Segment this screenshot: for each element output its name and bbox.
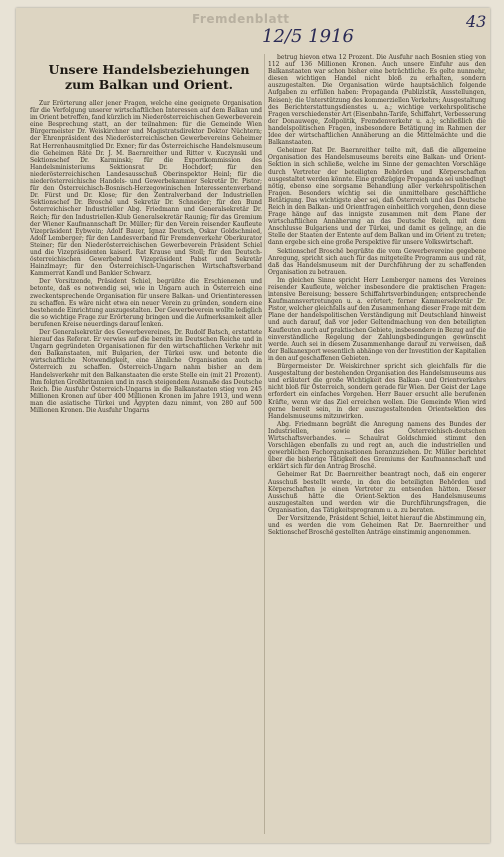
article-column-right — [268, 54, 486, 834]
article-paragraph: Der Generalsekretär des Gewerbevereines, Dr. Rudolf Batsch, erstattete hierauf das Referat. Er verwies auf die bereits im Deutschen Reiche und in Ungarn gegründeten Organisationen für den wirtschaftlichen Verkehr mit den Balkanstaaten, mit Bulgarien, der Türkei usw. und betonte die wirtschaftliche Notwendigkeit, eine ähnliche Organisation auch in Österreich zu schaffen. Österreich-Ungarn nahm bisher an dem Handelsverkehr mit den Balkanstaaten die erste Stelle ein (mit 21 Prozent). Ihm folgten Großbritannien und in rasch steigendem Ausmaße das Deutsche Reich. Die Ausfuhr Österreich-Ungarns in die Balkanstaaten stieg von 245 Millionen Kronen auf über 400 Millionen Kronen im Jahre 1913, und wenn man die asiatische Türkei und Ägypten dazu nimmt, von 280 auf 500 Millionen Kronen. Die Ausfuhr Ungarns — [30, 329, 262, 415]
article-paragraph: Der Vorsitzende, Präsident Schiel, leitet hierauf die Abstimmung ein, und es werden die vom Geheimen Rat Dr. Baernreither und Sektionschef Broschë gestellten Anträge einstimmig angenommen. — [268, 515, 486, 537]
article-paragraph: Geheimer Rat Dr. Baernreither beantragt noch, daß ein engerer Ausschuß bestellt werde, in den die beteiligten Behörden und Körperschaften je einen Vertreter zu entsenden hätten. Dieser Ausschuß hätte die Orient-Sektion des Handelsmuseums auszugestalten und werden wir die Durchführungsfragen, die Organisation, das Tätigkeitsprogramm u. a. zu beraten. — [268, 471, 486, 514]
article-column-left — [30, 100, 262, 830]
column-divider — [264, 54, 265, 834]
article-paragraph: Zur Erörterung aller jener Fragen, welche eine geeignete Organisation für die Verfolgung unserer wirtschaftlichen Interessen auf dem Balkan und im Orient betreffen, fand kürzlich im Niederösterreichischen Gewerbeverein eine Besprechung statt, an der teilnahmen: für die Gemeinde Wien Bürgermeister Dr. Weiskirchner und Magistratsdirektor Doktor Nüchtern; der Ehrenpräsident des Niederösterreichischen Gewerbevereins Geheimer Rat Herrenhausmitglied Dr. Exner; für das Österreichische Handelsmuseum die Geheimen Räte Dr. J. M. Baernreither und Ritter v. Kuczynski und Sektionschef Dr. Karminski; für die Exportkommission des Handelsministeriums Sektionsrat Dr. Hochdorf; für den niederösterreichischen Landesausschuß Oberinspektor Heinl; für die niederösterreichische Handels- und Gewerbekammer Sekretär Dr. Pistor; für den Österreichisch-Bosnisch-Herzegowinischen Interessentenverband Dr. Fürst und Dr. Klose; für den Zentralverband der Industriellen Sektionschef Dr. Broschë und Sekretär Dr. Schneider; für den Bund Österreichischer Industrieller Abg. Friedmann und Generalsekretär Dr. Reich; für den Industriellen-Klub Generalsekretär Raunig; für das Gremium der Wiener Kaufmannschaft Dr. Müller; für den Verein reisender Kaufleute Vizepräsident Eybwein; Adolf Bauer, Ignaz Deutsch, Oskar Goldschmied, Adolf Lemberger; für den Landesverband für Fremdenverkehr Oberkurator Steiner; für den Niederösterreichischen Gewerbeverein Präsident Schiel und die Vizepräsidenten kaiserl. Rat Krause und Stoll; für den Deutsch-österreichischen Gewerbebund Vizepräsident Pabst und Sekretär Hainzlmayr; für den Österreichisch-Ungarischen Wirtschaftsverband Kammerrat Kandl und Bankier Schwarz. — [30, 100, 262, 278]
article-paragraph: Sektionschef Broschë begrüßte die vom Gewerbevereine gegebene Anregung, spricht sich auch für das mitgeteilte Programm aus und rät, daß das Handelsmuseum mit der Durchführung der zu schaffenden Organisation zu betrauen. — [268, 247, 486, 276]
article-paragraph: betrug hievon etwa 12 Prozent. Die Ausfuhr nach Bosnien stieg von 112 auf 136 Millionen Kronen. Auch unsere Einfuhr aus den Balkanstaaten war schon bisher eine beträchtliche. Es gelte nunmehr, diesen wichtigen Handel nicht bloß zu erhalten, sondern auszugestalten. Die Organisation würde hauptsächlich folgende Aufgaben zu erfüllen haben: Propaganda (Publizistik, Ausstellungen, Reisen); die Unterstützung des kommerziellen Verkehrs; Ausgestaltung des Berichterstattungsdienstes u. a.; wichtige verkehrspolitische Fragen verschiedenster Art (Eisenbahn-Tarife, Schiffahrt, Verbesserung der Donauwege, Zollpolitik, Fremdenverkehr u. a.); schließlich die handelspolitischen Fragen, insbesondere Betätigung im Rahmen der Idee der wirtschaftlichen Annäherung an die Mittelmächte und die Balkanstaaten. — [268, 54, 486, 147]
folio-number: 43 — [466, 12, 487, 31]
article-paragraph: Im gleichen Sinne spricht Herr Lemberger namens des Vereines reisender Kaufleute, welcher insbesondere die praktischen Fragen: intensive Bereisung; bessere Schiffahrtsverbindungen; entsprechende Kaufmannsvertretungen u. a. erörtert; ferner Kammersekretär Dr. Pistor, welcher gleichfalls auf den Zusammenhang dieser Frage mit dem Plane der handelspolitischen Verständigung mit Deutschland hinweist und auch darauf, daß vor jeder Geltendmachung von den beteiligten Kaufleuten auch auf praktischen Gebiete, insbesondere in Bezug auf die einverständliche Regelung der Zahlungsbedingungen gewünscht werde. Auch sei in diesem Zusammenhange darauf zu verweisen, daß der Balkanexport wesentlich abhänge von der Investition der Kapitalien in den auf geschaffenen Gebieten. — [268, 276, 486, 362]
article-paragraph: Bürgermeister Dr. Weiskirchner spricht sich gleichfalls für die Ausgestaltung der bestehenden Organisation des Handelsmuseums aus und erläutert die große Wichtigkeit des Balkan- und Orientverkehrs nicht bloß für Österreich, sondern gerade für Wien. Der Geist der Lage erfordert ein einfaches Vorgehen. Herr Bauer ersucht alle berufenen Kräfte, wenn wir das Ziel erreichen wollen. Die Gemeinde Wien wird gerne bereit sein, in der auszugestaltenden Orientsektion des Handelsmuseums mitzuwirken. — [268, 363, 486, 420]
newspaper-stamp: Fremdenblatt — [192, 12, 290, 26]
article-paragraph: Geheimer Rat Dr. Baernreither teilte mit, daß die allgemeine Organisation des Handelsmuseums bereits eine Balkan- und Orient-Sektion in sich schließe, welche im Sinne der gemachten Vorschläge durch Vertreter der beteiligten Behörden und Körperschaften ausgestaltet werden könnte. Eine großzügige Propaganda sei unbedingt nötig, ebenso eine sorgsame Behandlung aller verkehrspolitischen Fragen. Besonders wichtig sei die unmittelbare geschäftliche Betätigung. Das wichtigste aber sei, daß Österreich und das Deutsche Reich in den Balkan- und Orientfragen einheitlich vorgehen, denn diese Frage hänge auf das innigste zusammen mit dem Plane der wirtschaftlichen Annäherung an das Deutsche Reich, mit dem Anschlusse Bulgariens und der Türkei, und damit es gelinge, an die Stelle der Staaten der Entente auf dem Balkan und im Orient zu treten; dann ergebe sich eine große Perspektive für unsere Volkswirtschaft. — [268, 147, 486, 247]
article-headline: Unsere Handelsbeziehungen zum Balkan und Orient. — [48, 62, 250, 92]
article-paragraph: Abg. Friedmann begrüßt die Anregung namens des Bundes der Industriellen, sowie des Österreichisch-deutschen Wirtschaftsverbandes. — Schaulrat Goldschmied stimmt den Vorschlägen ebenfalls zu und regt an, auch die industriellen und gewerblichen Fachorganisationen heranzuziehen. Dr. Müller berichtet über die bisherige Tätigkeit des Gremiums der Kaufmannschaft und erklärt sich für den Antrag Broschë. — [268, 420, 486, 471]
article-paragraph: Der Vorsitzende, Präsident Schiel, begrüßte die Erschienenen und betonte, daß es notwendig sei, wie in Ungarn auch in Österreich eine zweckentsprechende Organisation für unsere Balkan- und Orientinteressen zu schaffen. Es wäre nicht etwa ein neuer Verein zu gründen, sondern eine bestehende Einrichtung auszugestalten. Der Gewerbeverein wollte lediglich die so wichtige Frage zur Erörterung bringen und die Aufmerksamkeit aller berufenen Kreise neuerdings darauf lenken. — [30, 278, 262, 328]
newspaper-clipping — [16, 8, 490, 843]
handwritten-date: 12/5 1916 — [262, 26, 354, 47]
